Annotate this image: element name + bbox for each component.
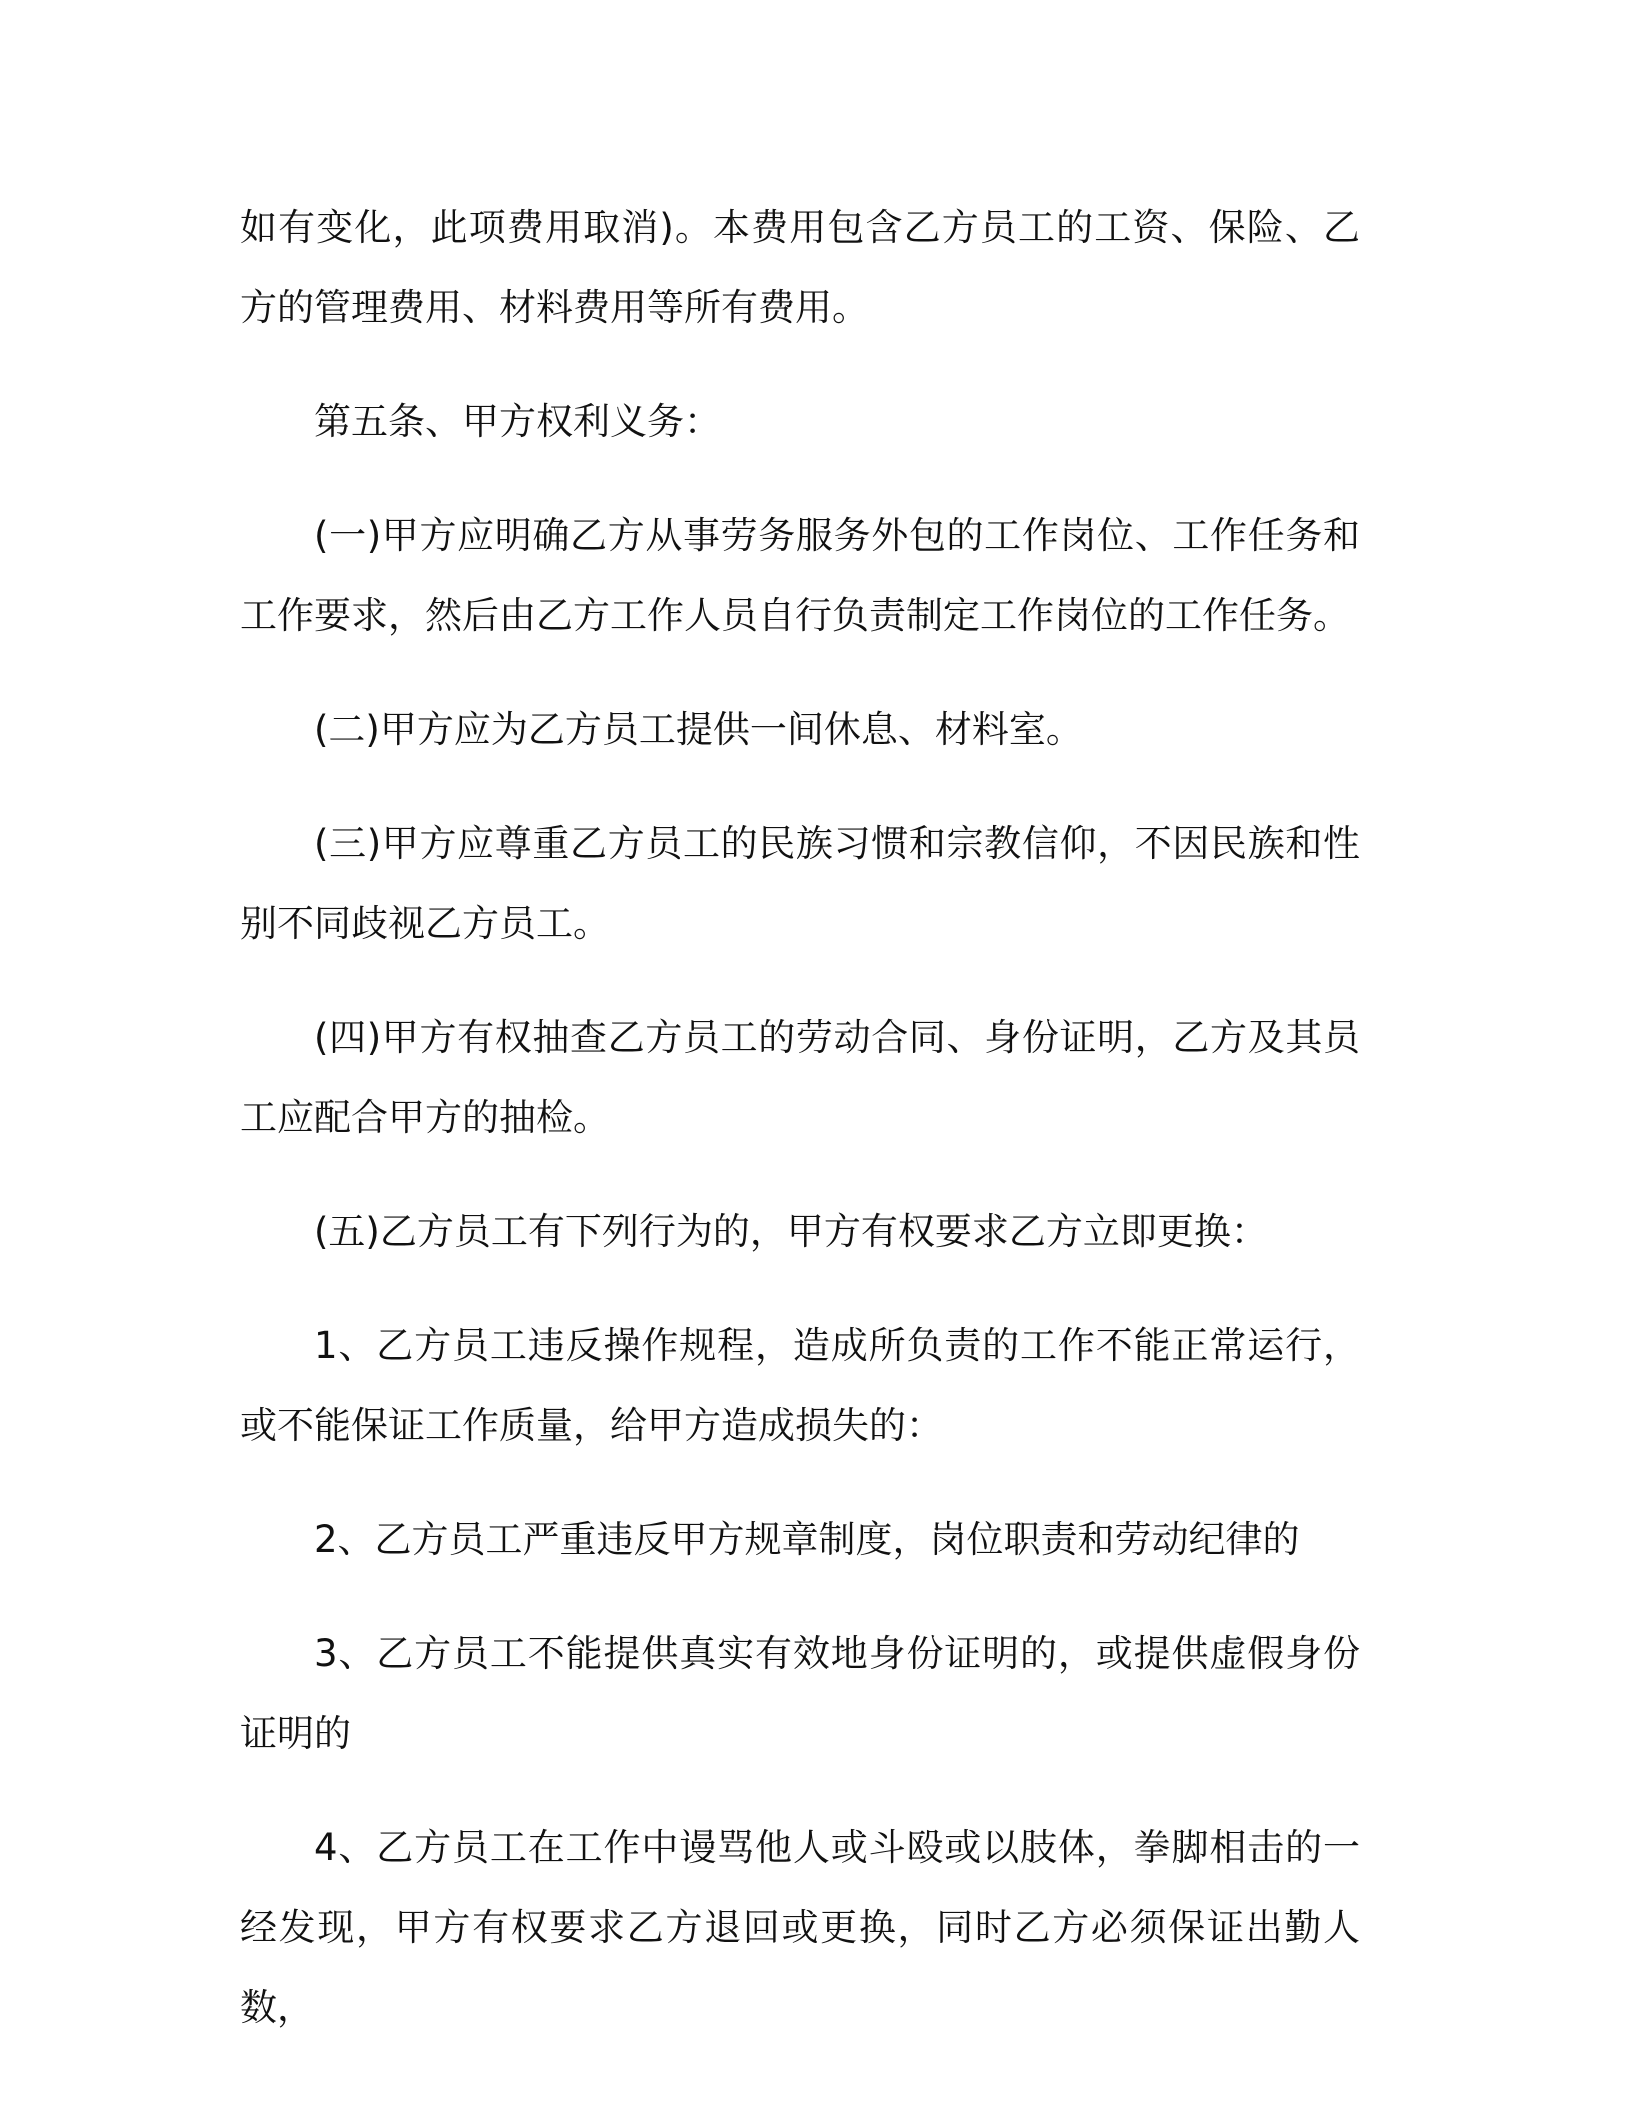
paragraph-fee-note: 如有变化，此项费用取消)。本费用包含乙方员工的工资、保险、乙方的管理费用、材料费用等所有费用。 bbox=[240, 206, 1360, 329]
paragraph-clause-4: (四)甲方有权抽查乙方员工的劳动合同、身份证明，乙方及其员工应配合甲方的抽检。 bbox=[240, 1016, 1360, 1139]
list-item-2: 2、乙方员工严重违反甲方规章制度，岗位职责和劳动纪律的 bbox=[314, 1518, 1300, 1561]
paragraph-clause-5: (五)乙方员工有下列行为的，甲方有权要求乙方立即更换： bbox=[314, 1210, 1268, 1253]
list-item-4: 4、乙方员工在工作中谩骂他人或斗殴或以肢体，拳脚相击的一经发现，甲方有权要求乙方退回或更换，同时乙方必须保证出勤人数， bbox=[240, 1826, 1360, 2029]
document-body bbox=[240, 188, 1360, 2082]
section-heading-article-5: 第五条、甲方权利义务： bbox=[314, 400, 721, 443]
list-item-3: 3、乙方员工不能提供真实有效地身份证明的，或提供虚假身份证明的 bbox=[240, 1632, 1360, 1755]
paragraph-clause-2: (二)甲方应为乙方员工提供一间休息、材料室。 bbox=[314, 708, 1083, 751]
paragraph-clause-3: (三)甲方应尊重乙方员工的民族习惯和宗教信仰，不因民族和性别不同歧视乙方员工。 bbox=[240, 822, 1360, 945]
list-item-1: 1、乙方员工违反操作规程，造成所负责的工作不能正常运行，或不能保证工作质量，给甲方造成损失的： bbox=[240, 1324, 1360, 1447]
paragraph-clause-1: (一)甲方应明确乙方从事劳务服务外包的工作岗位、工作任务和工作要求，然后由乙方工作人员自行负责制定工作岗位的工作任务。 bbox=[240, 514, 1360, 637]
